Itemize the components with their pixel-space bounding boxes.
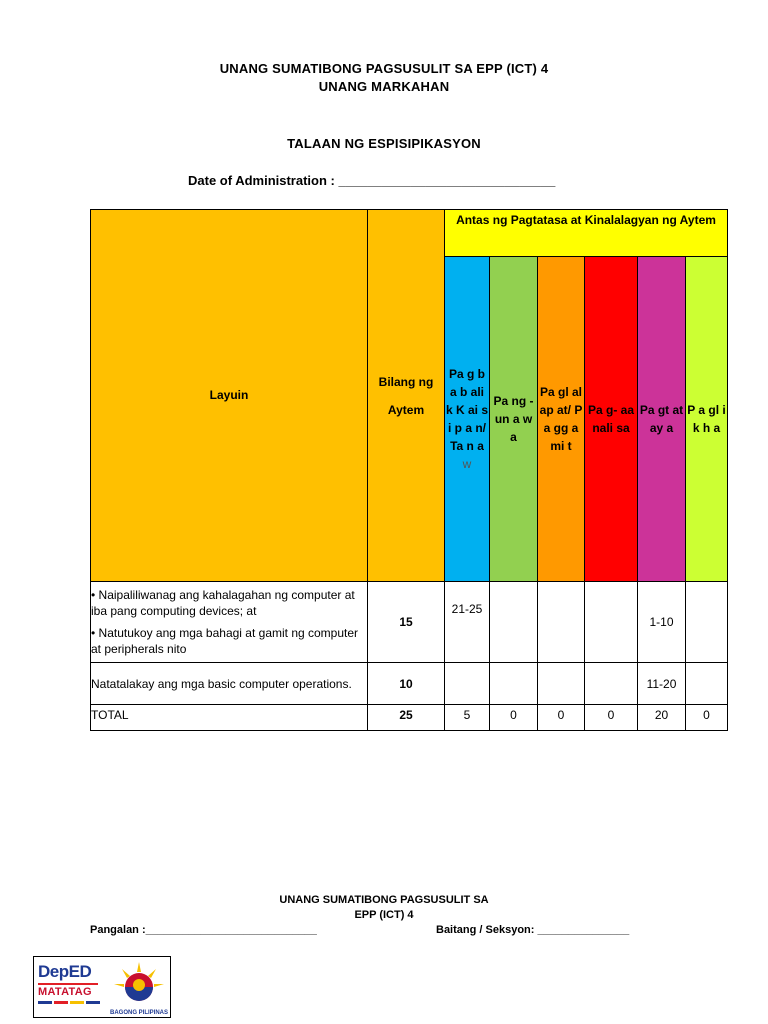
table-of-specification [90,209,728,731]
level-pagtataya: Pa gt at ay a [638,257,686,582]
item-range: 11-20 [638,663,686,705]
item-range [585,663,638,705]
header-bilang-ng-aytem: Bilang ng Aytem [368,210,445,582]
objective-cell: Natatalakay ang mga basic computer operations. [91,663,368,705]
level-pang-unawa: Pa ng - un a w a [490,257,538,582]
item-range: 1-10 [638,582,686,663]
level-pag-aanalisa: Pa g- aa nali sa [585,257,638,582]
total-cell: 0 [490,705,538,731]
item-range [538,663,585,705]
item-range [686,663,728,705]
item-range [490,582,538,663]
footer-subject: EPP (ICT) 4 [354,909,414,921]
bagong-pilipinas-logo: BAGONG PILIPINAS [110,960,168,1016]
item-count: 10 [368,663,445,705]
total-label: TOTAL [91,705,368,731]
table-row [91,582,728,663]
deped-matatag-logo: DepED MATATAG [38,962,102,1004]
footer-exam-title: UNANG SUMATIBONG PAGSUSULIT SA [279,894,489,906]
header-antas-ng-pagtatasa: Antas ng Pagtatasa at Kinalalagyan ng Aytem [445,210,728,257]
level-paglalapat: Pa gl al ap at/ Pa gg a mi t [538,257,585,582]
exam-title: UNANG SUMATIBONG PAGSUSULIT SA EPP (ICT) 4 [219,61,549,76]
item-range: 21-25 [445,582,490,663]
table-row [91,663,728,705]
objective-cell: • Naipaliliwanag ang kahalagahan ng computer at iba pang computing devices; at • Natutukoy ang mga bahagi at gamit ng computer at peripherals nito [91,582,368,663]
total-cell: 5 [445,705,490,731]
item-range [445,663,490,705]
total-row [91,705,728,731]
total-cell: 20 [638,705,686,731]
item-range [538,582,585,663]
sun-icon [110,960,168,1004]
header-layuin: Layuin [91,210,368,582]
total-items: 25 [368,705,445,731]
level-paglikha: P a gl ik h a [686,257,728,582]
item-count: 15 [368,582,445,663]
color-bar-icon [38,1001,102,1004]
quarter-title: UNANG MARKAHAN [318,79,450,94]
item-range [585,582,638,663]
total-cell: 0 [686,705,728,731]
logo-box [33,956,171,1018]
total-cell: 0 [538,705,585,731]
date-of-administration: Date of Administration : ______________________________ [188,173,556,188]
table-title: TALAAN NG ESPISIPIKASYON [287,136,481,151]
level-pagbabalik-kaisipan: Pa g b a b ali k K ai si p a n/ Ta n a w [445,257,490,582]
name-field[interactable]: Pangalan :____________________________ [90,924,317,936]
total-cell: 0 [585,705,638,731]
grade-section-field[interactable]: Baitang / Seksyon: _______________ [436,924,630,936]
item-range [490,663,538,705]
item-range [686,582,728,663]
